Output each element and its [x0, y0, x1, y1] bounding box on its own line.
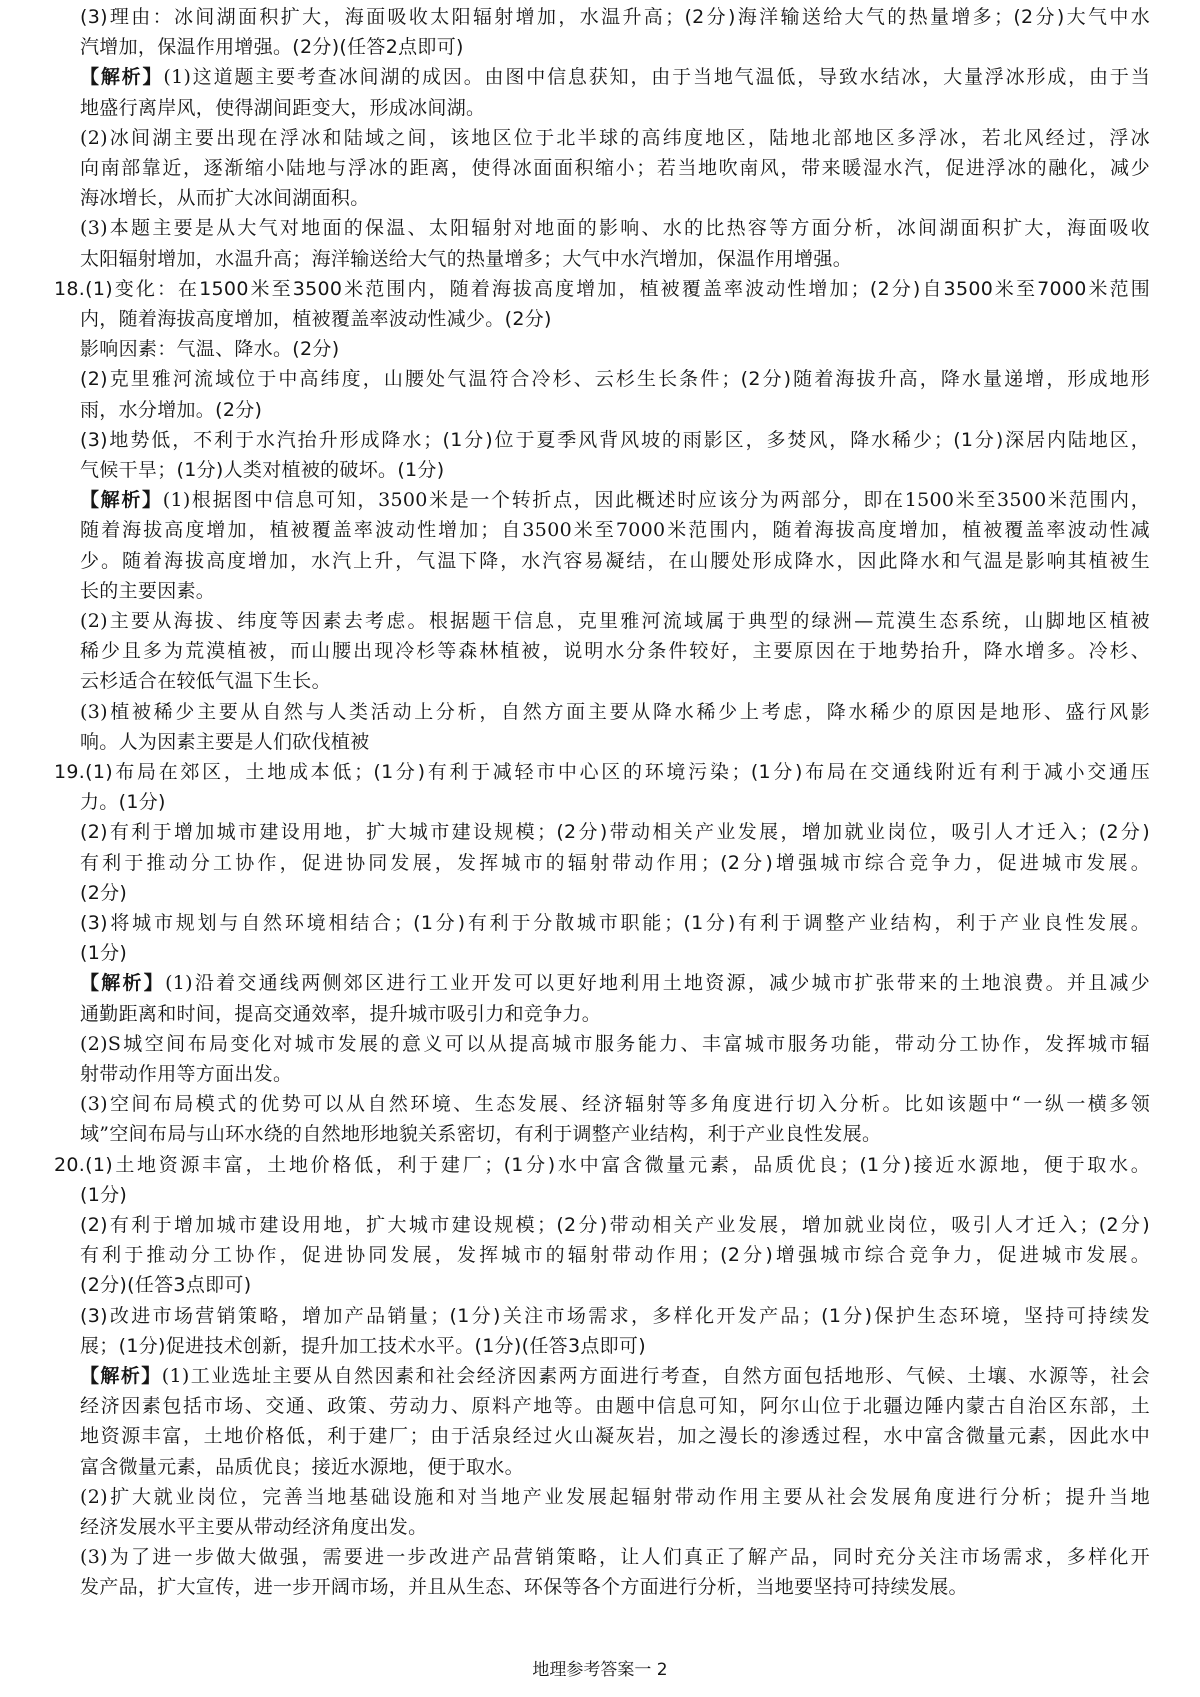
text-line: 展；(1分)促进技术创新，提升加工技术水平。(1分)(任答3点即可) [80, 1334, 646, 1357]
text-line: (3)将城市规划与自然环境相结合；(1分)有利于分散城市职能；(1分)有利于调整产业结构，利于产业良性发展。 [80, 912, 1150, 934]
text-line: 雨，水分增加。(2分) [80, 398, 263, 421]
text-line: 长的主要因素。 [80, 579, 216, 602]
text-line: 向南部靠近，逐渐缩小陆地与浮冰的距离，使得冰面面积缩小；若当地吹南风，带来暖湿水汽，促进浮冰的融化，减少 [80, 157, 1150, 179]
text-line: (2)主要从海拔、纬度等因素去考虑。根据题干信息，克里雅河流域属于典型的绿洲—荒漠生态系统，山脚地区植被 [80, 610, 1150, 632]
text-line: 20.(1)土地资源丰富，土地价格低，利于建厂；(1分)水中富含微量元素，品质优良；(1分)接近水源地，便于取水。 [54, 1153, 1150, 1176]
text-line: (1分) [80, 1183, 128, 1206]
text-line: 力。(1分) [80, 791, 166, 814]
text-line: 海冰增长，从而扩大冰间湖面积。 [80, 187, 370, 210]
analysis-tag: 【解析】 [80, 972, 166, 995]
text-line: (2分) [80, 881, 128, 904]
text-line: 富含微量元素，品质优良；接近水源地，便于取水。 [80, 1455, 524, 1478]
text-line: 内，随着海拔高度增加，植被覆盖率波动性减少。(2分) [80, 308, 552, 330]
text-line: (3)本题主要是从大气对地面的保温、太阳辐射对地面的影响、水的比热容等方面分析，冰间湖面积扩大，海面吸收 [80, 217, 1150, 240]
analysis-line: 【解析】(1)根据图中信息可知，3500米是一个转折点，因此概述时应该分为两部分，即在1500米至3500米范围内， [80, 489, 1150, 512]
text-line: 稀少且多为荒漠植被，而山腰出现冷杉等森林植被，说明水分条件较好，主要原因在于地势抬升，降水增多。冷杉、 [80, 640, 1150, 663]
text-line: (1分) [80, 942, 128, 965]
text-line: (3)地势低，不利于水汽抬升形成降水；(1分)位于夏季风背风坡的雨影区，多焚风，降水稀少；(1分)深居内陆地区， [80, 428, 1150, 451]
text-line: (3)改进市场营销策略，增加产品销量；(1分)关注市场需求，多样化开发产品；(1分)保护生态环境，坚持可持续发 [80, 1304, 1150, 1327]
text-line: 域”空间布局与山环水绕的自然地形地貌关系密切，有利于调整产业结构，利于产业良性发展。 [80, 1123, 882, 1146]
text-line: 太阳辐射增加，水温升高；海洋输送给大气的热量增多；大气中水汽增加，保温作用增强。 [80, 247, 853, 270]
page-footer: 地理参考答案一 2 [532, 1660, 668, 1680]
text-line: 地资源丰富，土地价格低，利于建厂；由于活泉经过火山凝灰岩，加之漫长的渗透过程，水中富含微量元素，因此水中 [80, 1425, 1150, 1448]
text-line: (2)扩大就业岗位，完善当地基础设施和对当地产业发展起辐射带动作用主要从社会发展角度进行分析；提升当地 [80, 1485, 1150, 1508]
text-line: (3)植被稀少主要从自然与人类活动上分析，自然方面主要从降水稀少上考虑，降水稀少的原因是地形、盛行风影 [80, 700, 1150, 723]
text-line: 地盛行离岸风，使得湖间距变大，形成冰间湖。 [80, 96, 486, 119]
text-line: (2)有利于增加城市建设用地，扩大城市建设规模；(2分)带动相关产业发展，增加就业岗位，吸引人才迁入；(2分) [80, 1214, 1150, 1236]
text-line: (2)S城空间布局变化对城市发展的意义可以从提高城市服务能力、丰富城市服务功能，带动分工协作，发挥城市辐 [80, 1032, 1150, 1055]
text-line: (3)空间布局模式的优势可以从自然环境、生态发展、经济辐射等多角度进行切入分析。比如该题中“一纵一横多领 [80, 1093, 1150, 1116]
analysis-line: 【解析】(1)工业选址主要从自然因素和社会经济因素两方面进行考查，自然方面包括地形、气候、土壤、水源等，社会 [80, 1365, 1151, 1387]
text-line: 少。随着海拔高度增加，水汽上升，气温下降，水汽容易凝结，在山腰处形成降水，因此降水和气温是影响其植被生 [80, 549, 1150, 572]
text-line: 汽增加，保温作用增强。(2分)(任答2点即可) [80, 36, 464, 59]
text-line: (2)克里雅河流域位于中高纬度，山腰处气温符合冷杉、云杉生长条件；(2分)随着海拔升高，降水量递增，形成地形 [80, 368, 1150, 391]
text-line: (3)为了进一步做大做强，需要进一步改进产品营销策略，让人们真正了解产品，同时充分关注市场需求，多样化开 [80, 1546, 1150, 1569]
analysis-line: 【解析】(1)沿着交通线两侧郊区进行工业开发可以更好地利用土地资源，减少城市扩张带来的土地浪费。并且减少 [80, 972, 1150, 995]
text-line: 有利于推动分工协作，促进协同发展，发挥城市的辐射带动作用；(2分)增强城市综合竞争力，促进城市发展。 [80, 851, 1150, 874]
text-line: (2分)(任答3点即可) [80, 1274, 252, 1297]
text-line: 18.(1)变化：在1500米至3500米范围内，随着海拔高度增加，植被覆盖率波动性增加；(2分)自3500米至7000米范围 [54, 277, 1150, 300]
text-line: 19.(1)布局在郊区，土地成本低；(1分)有利于减轻市中心区的环境污染；(1分)布局在交通线附近有利于减小交通压 [54, 761, 1150, 783]
text-line: 云杉适合在较低气温下生长。 [80, 670, 331, 693]
text-line: 影响因素：气温、降水。(2分) [80, 338, 340, 361]
text-line: 有利于推动分工协作，促进协同发展，发挥城市的辐射带动作用；(2分)增强城市综合竞争力，促进城市发展。 [80, 1244, 1150, 1267]
text-line: (2)冰间湖主要出现在浮冰和陆域之间，该地区位于北半球的高纬度地区，陆地北部地区多浮冰，若北风经过，浮冰 [80, 126, 1150, 149]
text-line: 射带动作用等方面出发。 [80, 1063, 293, 1085]
analysis-tag: 【解析】 [80, 1365, 162, 1387]
text-line: 随着海拔高度增加，植被覆盖率波动性增加；自3500米至7000米范围内，随着海拔高度增加，植被覆盖率波动性减 [80, 519, 1150, 542]
analysis-tag: 【解析】 [80, 66, 164, 89]
text-line: (3)理由：冰间湖面积扩大，海面吸收太阳辐射增加，水温升高；(2分)海洋输送给大气的热量增多；(2分)大气中水 [80, 6, 1150, 28]
analysis-tag: 【解析】 [80, 489, 163, 512]
analysis-line: 【解析】(1)这道题主要考查冰间湖的成因。由图中信息获知，由于当地气温低，导致水结冰，大量浮冰形成，由于当 [80, 66, 1150, 89]
text-line: 响。人为因素主要是人们砍伐植被 [80, 730, 370, 753]
text-line: 经济发展水平主要从带动经济角度出发。 [80, 1516, 428, 1538]
text-line: (2)有利于增加城市建设用地，扩大城市建设规模；(2分)带动相关产业发展，增加就业岗位，吸引人才迁入；(2分) [80, 821, 1150, 844]
text-line: 通勤距离和时间，提高交通效率，提升城市吸引力和竞争力。 [80, 1002, 602, 1025]
text-line: 经济因素包括市场、交通、政策、劳动力、原料产地等。由题中信息可知，阿尔山位于北疆边陲内蒙古自治区东部，土 [80, 1395, 1150, 1418]
text-line: 气候干旱；(1分)人类对植被的破坏。(1分) [80, 459, 445, 481]
text-line: 发产品，扩大宣传，进一步开阔市场，并且从生态、环保等各个方面进行分析，当地要坚持可持续发展。 [80, 1576, 968, 1599]
